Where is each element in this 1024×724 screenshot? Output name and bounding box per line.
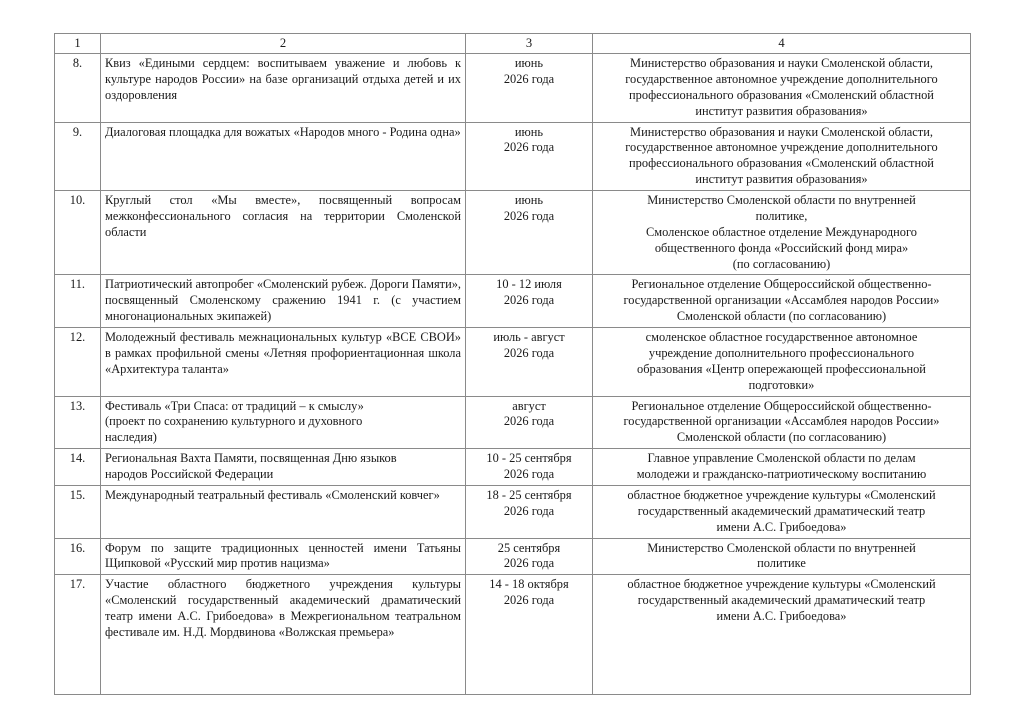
responsible-organization-line: государственной организации «Ассамблея народов России» (623, 293, 940, 308)
responsible-organization-line: (по согласованию) (732, 256, 831, 271)
event-name: Форум по защите традиционных ценностей имени Татьяны Щипковой «Русский мир против нацизма» (101, 538, 466, 575)
event-date (466, 575, 593, 695)
row-number: 17. (55, 575, 101, 695)
event-date (466, 485, 593, 538)
event-date-line: 10 - 12 июля (496, 277, 562, 292)
responsible-organization-line: государственный академический драматический театр (637, 593, 926, 608)
event-date-line: 2026 года (503, 593, 555, 608)
responsible-organization-line: Министерство образования и науки Смоленской области, (630, 124, 933, 139)
event-date (466, 538, 593, 575)
responsible-organization-line: государственной организации «Ассамблея народов России» (623, 414, 940, 429)
column-header-3: 3 (466, 34, 593, 54)
responsible-organization (593, 122, 971, 191)
event-date-line: 2026 года (503, 293, 555, 308)
responsible-organization-line: Смоленское областное отделение Международного (646, 224, 917, 239)
event-name: Круглый стол «Мы вместе», посвященный вопросам межконфессионального согласия на территории Смоленской области (101, 191, 466, 275)
event-date (466, 328, 593, 397)
event-date-line: 14 - 18 октября (489, 577, 569, 592)
table-header-row (55, 34, 971, 54)
responsible-organization (593, 328, 971, 397)
column-header-1: 1 (55, 34, 101, 54)
row-number: 8. (55, 54, 101, 123)
row-number: 12. (55, 328, 101, 397)
row-number: 15. (55, 485, 101, 538)
table-row (55, 54, 971, 123)
event-date-line: 25 сентября (497, 540, 561, 555)
responsible-organization-line: профессионального образования «Смоленский областной (629, 87, 934, 102)
event-date-line: 2026 года (503, 345, 555, 360)
table-row (55, 191, 971, 275)
table-row (55, 275, 971, 328)
column-header-4: 4 (593, 34, 971, 54)
responsible-organization (593, 449, 971, 486)
event-date-line: июнь (514, 124, 544, 139)
event-name-line: Фестиваль «Три Спаса: от традиций – к смыслу» (105, 398, 364, 413)
row-number: 14. (55, 449, 101, 486)
event-name: Диалоговая площадка для вожатых «Народов много - Родина одна» (101, 122, 466, 191)
responsible-organization-line: Региональное отделение Общероссийской общественно- (631, 277, 932, 292)
event-date (466, 275, 593, 328)
event-name (101, 396, 466, 449)
event-name-line: наследия) (105, 430, 157, 445)
event-date (466, 396, 593, 449)
responsible-organization-line: Смоленской области (по согласованию) (676, 430, 887, 445)
responsible-organization-line: подготовки» (748, 377, 815, 392)
event-name: Квиз «Едиными сердцем: воспитываем уважение и любовь к культуре народов России» на базе организаций отдыха детей и их оздоровления (101, 54, 466, 123)
event-date (466, 191, 593, 275)
event-name-line: Региональная Вахта Памяти, посвященная Дню языков (105, 451, 397, 466)
responsible-organization-line: Смоленской области (по согласованию) (676, 309, 887, 324)
responsible-organization-line: образования «Центр опережающей профессиональной (637, 361, 926, 376)
event-date-line: июль - август (493, 330, 565, 344)
table-row (55, 575, 971, 695)
event-name: Молодежный фестиваль межнациональных культур «ВСЕ СВОИ» в рамках профильной смены «Летняя профориентационная школа «Архитектура таланта» (101, 328, 466, 397)
responsible-organization (593, 191, 971, 275)
event-date (466, 449, 593, 486)
responsible-organization-line: профессионального образования «Смоленский областной (629, 156, 934, 171)
responsible-organization (593, 485, 971, 538)
table-body (55, 34, 971, 695)
responsible-organization-line: учреждение дополнительного профессионального (648, 345, 915, 360)
event-date (466, 122, 593, 191)
event-name-line: народов Российской Федерации (105, 467, 274, 481)
responsible-organization-line: имени А.С. Грибоедова» (716, 519, 847, 534)
row-number: 13. (55, 396, 101, 449)
event-date-line: 2026 года (503, 503, 555, 518)
event-date-line: 2026 года (503, 140, 555, 155)
responsible-organization-line: Главное управление Смоленской области по делам (647, 451, 916, 466)
responsible-organization-line: институт развития образования» (695, 103, 868, 118)
table-row (55, 396, 971, 449)
responsible-organization (593, 396, 971, 449)
responsible-organization-line: Министерство образования и науки Смоленской области, (630, 56, 933, 70)
event-date-line: 2026 года (503, 414, 555, 429)
responsible-organization (593, 538, 971, 575)
responsible-organization-line: государственное автономное учреждение дополнительного (625, 71, 938, 86)
responsible-organization-line: общественного фонда «Российский фонд мира» (654, 240, 909, 255)
event-date-line: 2026 года (503, 71, 555, 86)
event-name (101, 449, 466, 486)
plan-table (54, 33, 971, 695)
responsible-organization-line: политике (757, 556, 806, 571)
event-date-line: 2026 года (503, 208, 555, 223)
responsible-organization-line: Министерство Смоленской области по внутренней (647, 540, 916, 555)
responsible-organization (593, 275, 971, 328)
table-row (55, 538, 971, 575)
responsible-organization-line: институт развития образования» (695, 172, 868, 187)
column-header-2: 2 (101, 34, 466, 54)
event-date-line: 2026 года (503, 467, 555, 481)
event-name-line: (проект по сохранению культурного и духовного (105, 414, 363, 429)
table-row (55, 122, 971, 191)
responsible-organization-line: имени А.С. Грибоедова» (716, 609, 847, 623)
responsible-organization-line: смоленское областное государственное автономное (645, 330, 918, 344)
table-row (55, 485, 971, 538)
responsible-organization-line: государственный академический драматический театр (637, 503, 926, 518)
event-date-line: 10 - 25 сентября (486, 451, 572, 466)
responsible-organization-line: Министерство Смоленской области по внутренней (647, 193, 916, 207)
event-name: Патриотический автопробег «Смоленский рубеж. Дороги Памяти», посвященный Смоленскому сражению 1941 г. (с участием многонациональных экипажей) (101, 275, 466, 328)
row-number: 10. (55, 191, 101, 275)
event-date-line: июнь (514, 56, 544, 70)
row-number: 11. (55, 275, 101, 328)
event-date (466, 54, 593, 123)
row-number: 16. (55, 538, 101, 575)
event-date-line: 18 - 25 сентября (486, 487, 572, 502)
row-number: 9. (55, 122, 101, 191)
responsible-organization (593, 54, 971, 123)
event-date-line: 2026 года (503, 556, 555, 571)
responsible-organization-line: молодежи и гражданско-патриотическому воспитанию (636, 467, 927, 481)
responsible-organization-line: областное бюджетное учреждение культуры «Смоленский (627, 577, 936, 592)
responsible-organization-line: областное бюджетное учреждение культуры «Смоленский (627, 487, 936, 502)
event-name: Участие областного бюджетного учреждения культуры «Смоленский государственный академический драматический театр имени А.С. Грибоедова» в Межрегиональном театральном фестивале им. Н.Д. Мордвинова «Волжская премьера» (101, 575, 466, 695)
event-date-line: август (512, 398, 546, 413)
event-name: Международный театральный фестиваль «Смоленский ковчег» (101, 485, 466, 538)
event-date-line: июнь (514, 193, 544, 207)
responsible-organization (593, 575, 971, 695)
responsible-organization-line: политике, (755, 208, 808, 223)
table-row (55, 328, 971, 397)
responsible-organization-line: государственное автономное учреждение дополнительного (625, 140, 938, 155)
table-row (55, 449, 971, 486)
responsible-organization-line: Региональное отделение Общероссийской общественно- (631, 398, 932, 413)
